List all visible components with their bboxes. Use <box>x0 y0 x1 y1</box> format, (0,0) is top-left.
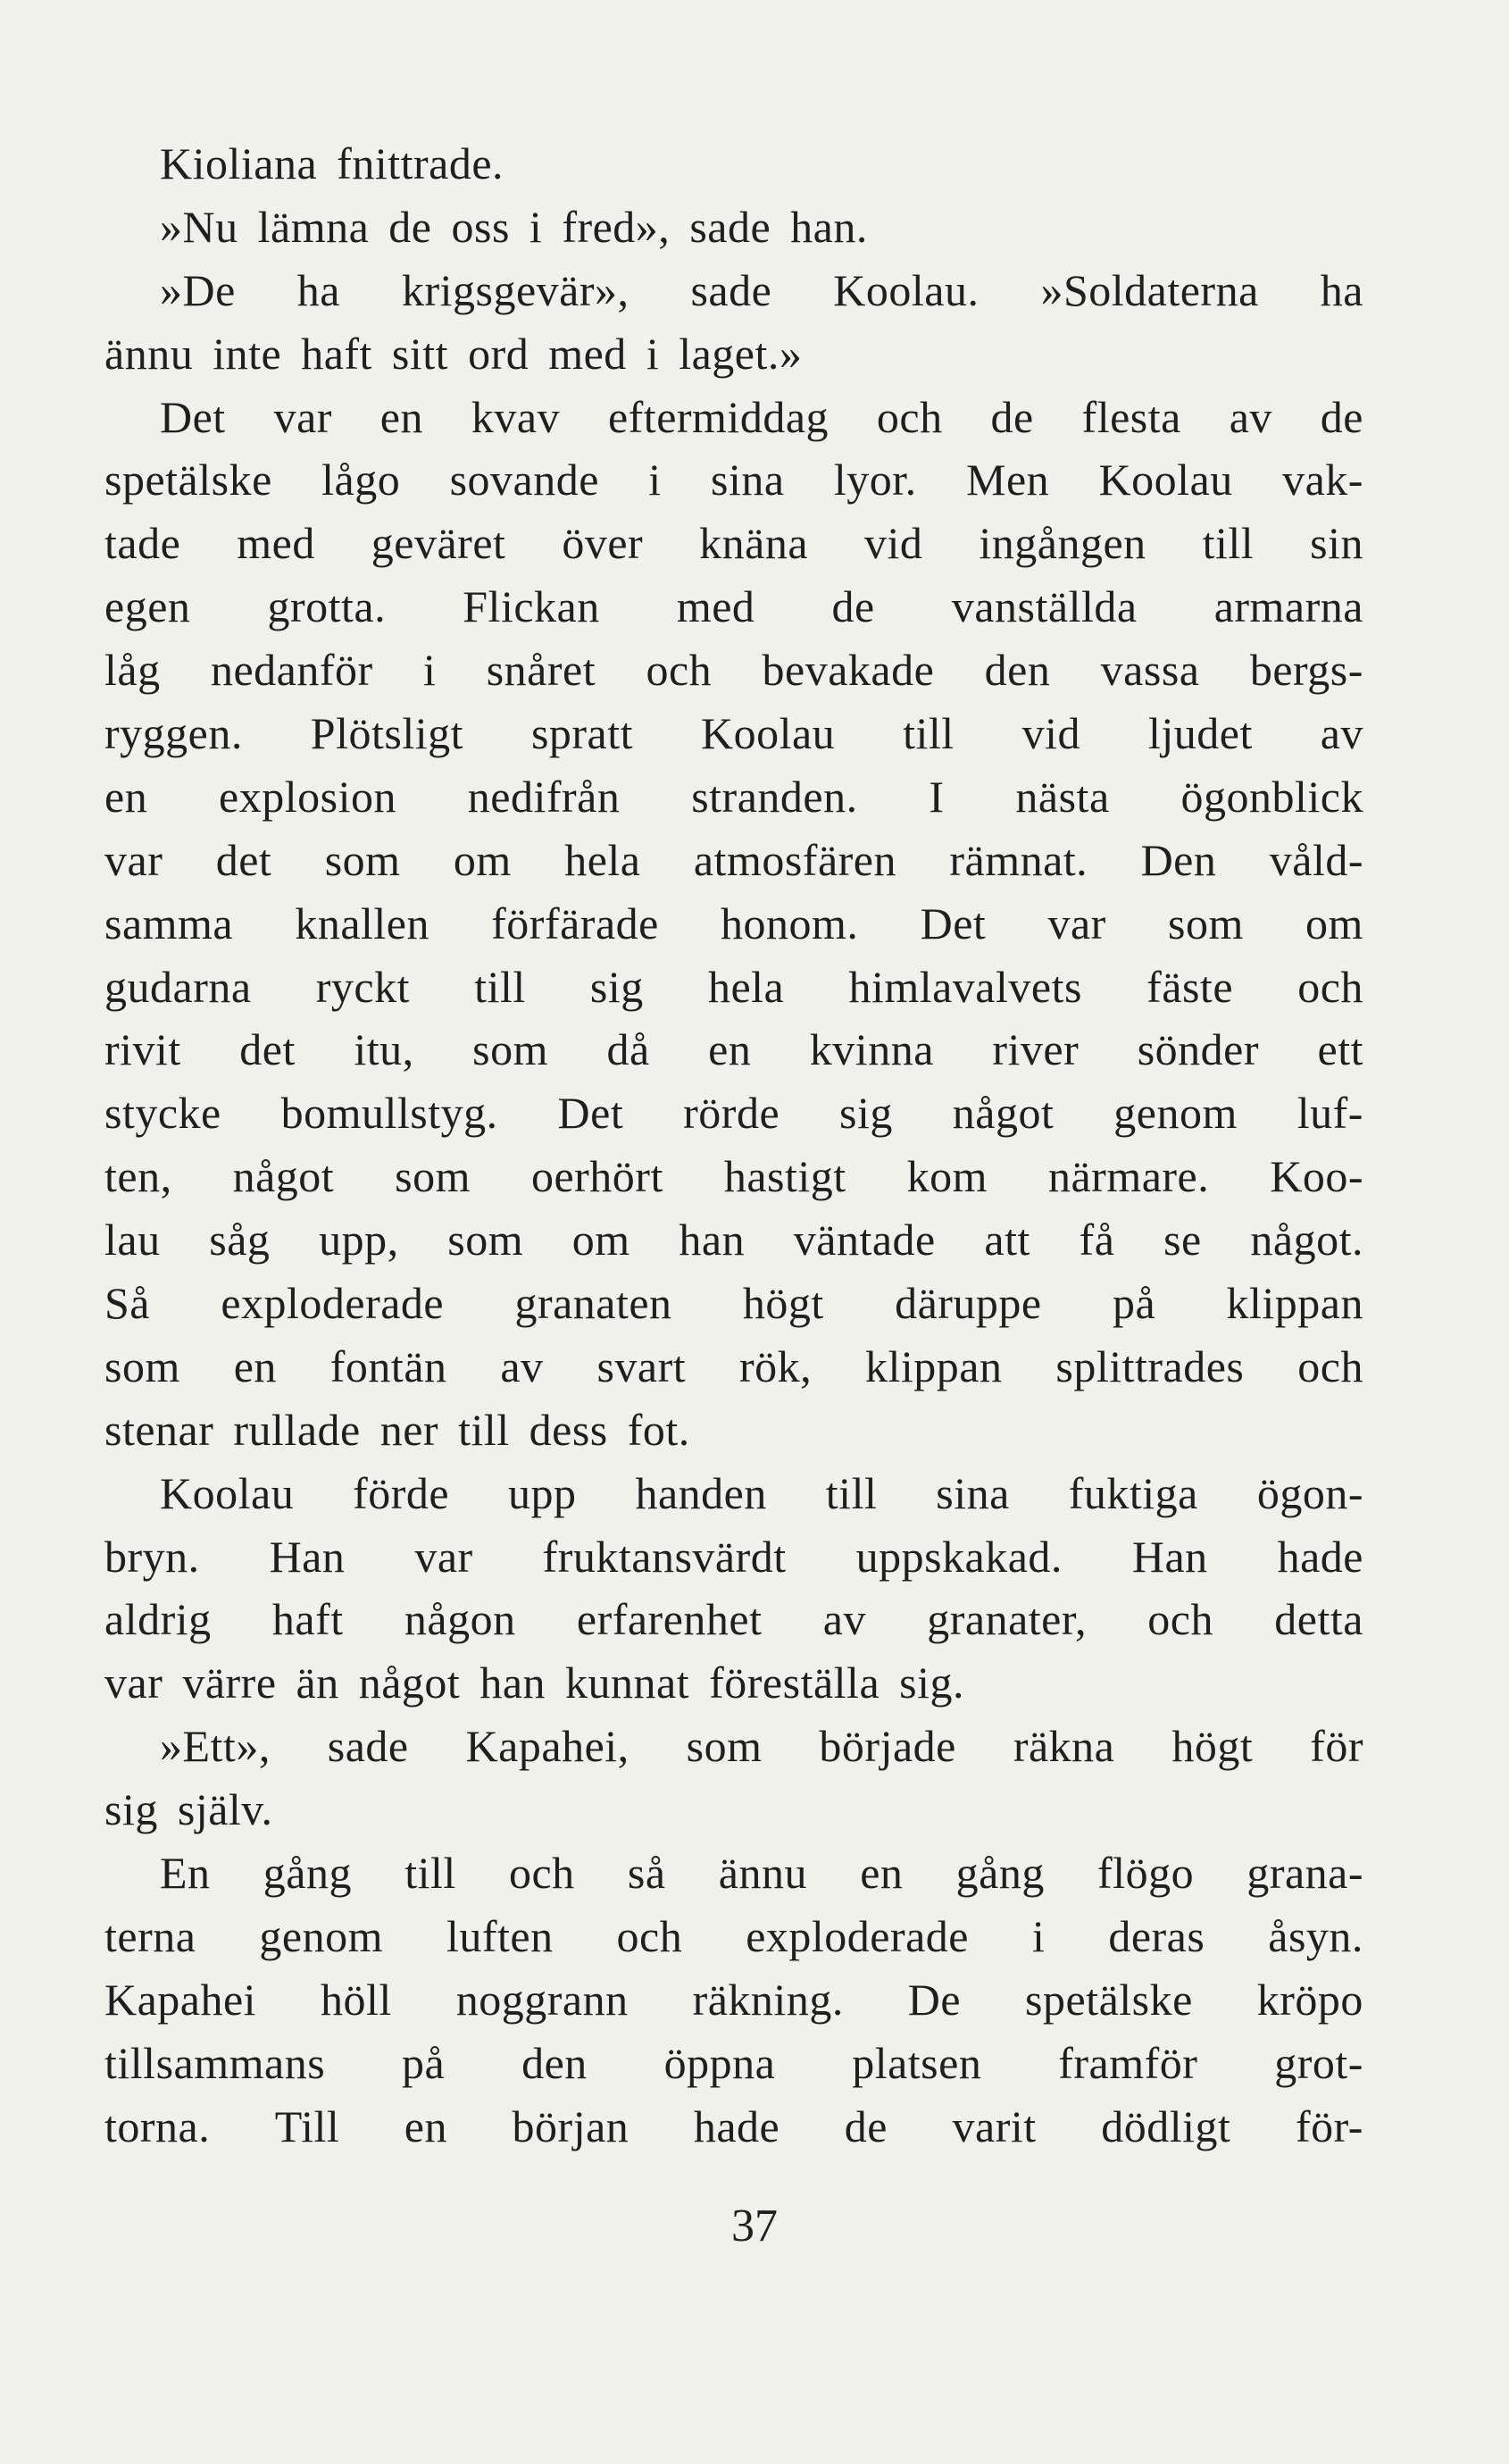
text-line: låg nedanför i snåret och bevakade den vassa bergs- <box>104 645 1363 696</box>
text-line: tillsammans på den öppna platsen framför grot- <box>104 2037 1363 2088</box>
text-line: en explosion nedifrån stranden. I nästa ögonblick <box>104 771 1363 822</box>
text-line: rivit det itu, som då en kvinna river sönder ett <box>104 1024 1363 1075</box>
text-line: Kioliana fnittrade. <box>160 138 504 188</box>
text-line: torna. Till en början hade de varit dödligt för- <box>104 2101 1363 2151</box>
text-line: »Nu lämna de oss i fred», sade han. <box>160 201 868 252</box>
text-line: ten, något som oerhört hastigt kom närmare. Koo- <box>104 1151 1363 1202</box>
text-line: Det var en kvav eftermiddag och de flesta av de <box>160 391 1363 442</box>
text-line: Så exploderade granaten högt däruppe på klippan <box>104 1278 1363 1329</box>
text-line: Kapahei höll noggrann räkning. De spetälske kröpo <box>104 1974 1363 2025</box>
text-line: En gång till och så ännu en gång flögo grana- <box>160 1848 1363 1899</box>
text-line: som en fontän av svart rök, klippan splittrades och <box>104 1341 1363 1391</box>
text-line: spetälske lågo sovande i sina lyor. Men Koolau vak- <box>104 455 1363 505</box>
text-line: gudarna ryckt till sig hela himlavalvets fäste och <box>104 961 1363 1012</box>
text-line: samma knallen förfärade honom. Det var som om <box>104 898 1363 948</box>
text-line: egen grotta. Flickan med de vanställda armarna <box>104 581 1363 632</box>
text-line: ryggen. Plötsligt spratt Koolau till vid ljudet av <box>104 708 1363 759</box>
text-line: »Ett», sade Kapahei, som började räkna högt för <box>160 1721 1363 1772</box>
text-line: tade med geväret över knäna vid ingången till sin <box>104 518 1363 569</box>
text-line: stenar rullade ner till dess fot. <box>104 1404 690 1455</box>
text-line: »De ha krigsgevär», sade Koolau. »Soldaterna ha <box>160 264 1363 315</box>
text-line: terna genom luften och exploderade i deras åsyn. <box>104 1910 1363 1961</box>
text-line: ännu inte haft sitt ord med i laget.» <box>104 328 803 379</box>
text-line: sig själv. <box>104 1784 273 1835</box>
text-line: var värre än något han kunnat föreställa sig. <box>104 1658 964 1708</box>
text-line: Koolau förde upp handen till sina fuktiga ögon- <box>160 1467 1363 1518</box>
text-line: var det som om hela atmosfären rämnat. Den våld- <box>104 834 1363 885</box>
text-line: stycke bomullstyg. Det rörde sig något genom luf- <box>104 1088 1363 1139</box>
text-line: bryn. Han var fruktansvärdt uppskakad. Han hade <box>104 1531 1363 1582</box>
text-line: aldrig haft någon erfarenhet av granater, och detta <box>104 1594 1363 1645</box>
body-text <box>104 132 1363 2159</box>
text-line: lau såg upp, som om han väntade att få se något. <box>104 1215 1363 1265</box>
page-number: 37 <box>731 2201 778 2251</box>
